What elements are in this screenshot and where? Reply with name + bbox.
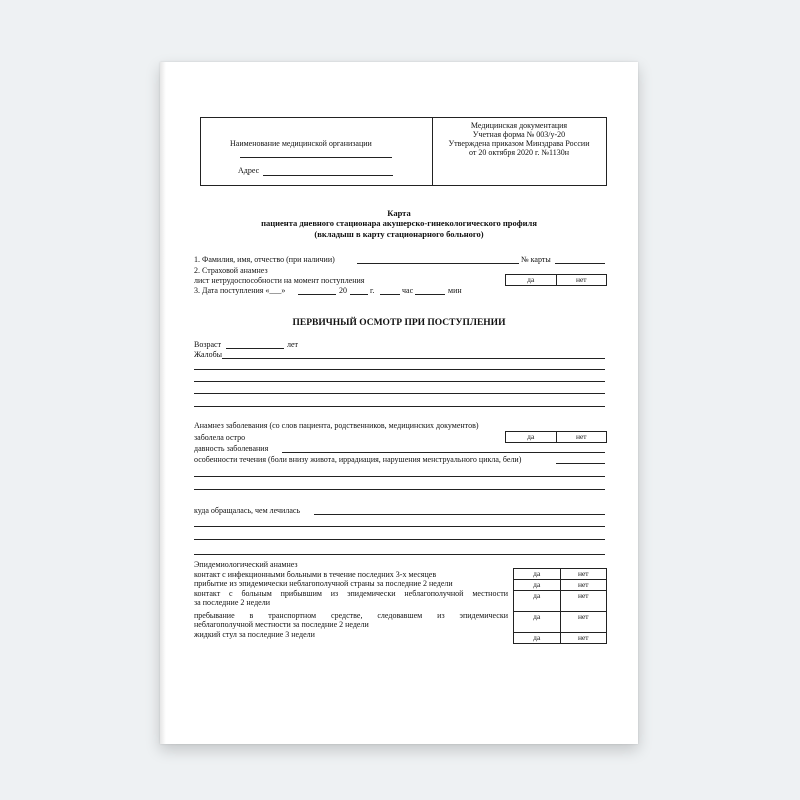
epidemic-item: за последние 2 недели [194,598,270,607]
approved-date: от 20 октября 2020 г. №1130н [469,148,569,157]
yes-no-row[interactable] [514,611,606,632]
yes-option[interactable]: да [533,569,541,578]
blank-line[interactable] [194,526,605,527]
complaints-line[interactable] [222,358,605,359]
no-option[interactable]: нет [560,612,607,632]
blank-line[interactable] [194,489,605,490]
card-no-label: № карты [521,255,551,264]
yes-no-row[interactable] [514,579,606,590]
epidemic-item: пребывание в транспортном средстве, следовавшем из эпидемически [194,611,508,620]
yes-no-row[interactable] [514,632,606,643]
approved-by: Утверждена приказом Минздрава России [448,139,590,148]
doc-subtitle-2: (вкладыш в карту стационарного больного) [314,229,484,239]
no-option[interactable]: нет [556,275,607,285]
sheet-spine [160,62,166,744]
min-label: мин [448,286,462,295]
yes-option[interactable]: да [527,275,535,284]
blank-line[interactable] [194,539,605,540]
no-option[interactable]: нет [560,591,607,611]
acute-label: заболела остро [194,433,246,442]
epidemic-title: Эпидемиологический анамнез [194,560,298,569]
admission-year-line[interactable] [350,294,368,295]
complaints-label: Жалобы [194,350,223,359]
section-title: ПЕРВИЧНЫЙ ОСМОТР ПРИ ПОСТУПЛЕНИИ [292,318,506,328]
course-line[interactable] [556,463,605,464]
address-line[interactable] [263,175,393,176]
no-option[interactable]: нет [560,633,607,643]
blank-line[interactable] [194,393,605,394]
admission-min-line[interactable] [415,294,445,295]
full-name-label: 1. Фамилия, имя, отчество (при наличии) [194,255,335,264]
doc-title: Карта [387,208,411,218]
where-treated-line[interactable] [314,514,605,515]
admission-hour-line[interactable] [380,294,400,295]
form-number: Учетная форма № 003/у-20 [472,130,566,139]
epidemic-item: неблагополучной местности за последние 2 недели [194,620,369,629]
epidemic-item: жидкий стул за последние 3 недели [194,630,315,639]
blank-line[interactable] [194,381,605,382]
blank-line[interactable] [194,369,605,370]
epidemic-item: контакт с больным прибывшим из эпидемически неблагополучной местности [194,589,508,598]
blank-line[interactable] [194,476,605,477]
full-name-line[interactable] [357,263,519,264]
admission-month-line[interactable] [298,294,336,295]
age-label: Возраст [194,340,222,349]
yes-option[interactable]: да [527,432,535,441]
address-label: Адрес [238,166,260,175]
no-option[interactable]: нет [556,432,607,442]
epidemic-item: контакт с инфекционными больными в течение последних 3-х месяцев [194,570,437,579]
no-option[interactable]: нет [560,580,607,590]
doc-subtitle: пациента дневного стационара акушерско-гинекологического профиля [261,218,537,228]
blank-line[interactable] [194,554,605,555]
hour-label: час [402,286,414,295]
yes-option[interactable]: да [533,591,541,600]
yes-option[interactable]: да [533,580,541,589]
age-line[interactable] [226,348,284,349]
duration-label: давность заболевания [194,444,269,453]
card-no-line[interactable] [555,263,605,264]
epidemic-item: прибытие из эпидемически неблагополучной страны за последние 2 недели [194,579,453,588]
doc-type: Медицинская документация [470,121,568,130]
course-label: особенности течения (боли внизу живота, иррадиация, нарушения менструального цикла, бели) [194,455,522,464]
insurance-label: 2. Страховой анамнез [194,266,268,275]
yes-no-row[interactable] [514,590,606,611]
anamnesis-label: Анамнез заболевания (со слов пациента, родственников, медицинских документов) [194,421,479,430]
sick-leave-yes-no[interactable] [505,274,607,286]
sick-leave-label: лист нетрудоспособности на момент поступления [194,276,365,285]
yes-option[interactable]: да [533,612,541,621]
blank-line[interactable] [194,406,605,407]
duration-line[interactable] [282,452,605,453]
epidemic-yes-no-table[interactable] [513,568,607,644]
no-option[interactable]: нет [560,569,607,579]
yes-option[interactable]: да [533,633,541,642]
yes-no-row[interactable] [514,569,606,579]
years-label: лет [287,340,299,349]
acute-yes-no[interactable] [505,431,607,443]
admission-date-label: 3. Дата поступления «___» [194,286,286,295]
year-suffix: г. [370,286,375,295]
where-treated-label: куда обращалась, чем лечилась [194,506,301,515]
year-prefix: 20 [339,286,347,295]
org-name-line[interactable] [240,157,392,158]
org-name-label: Наименование медицинской организации [230,139,372,148]
